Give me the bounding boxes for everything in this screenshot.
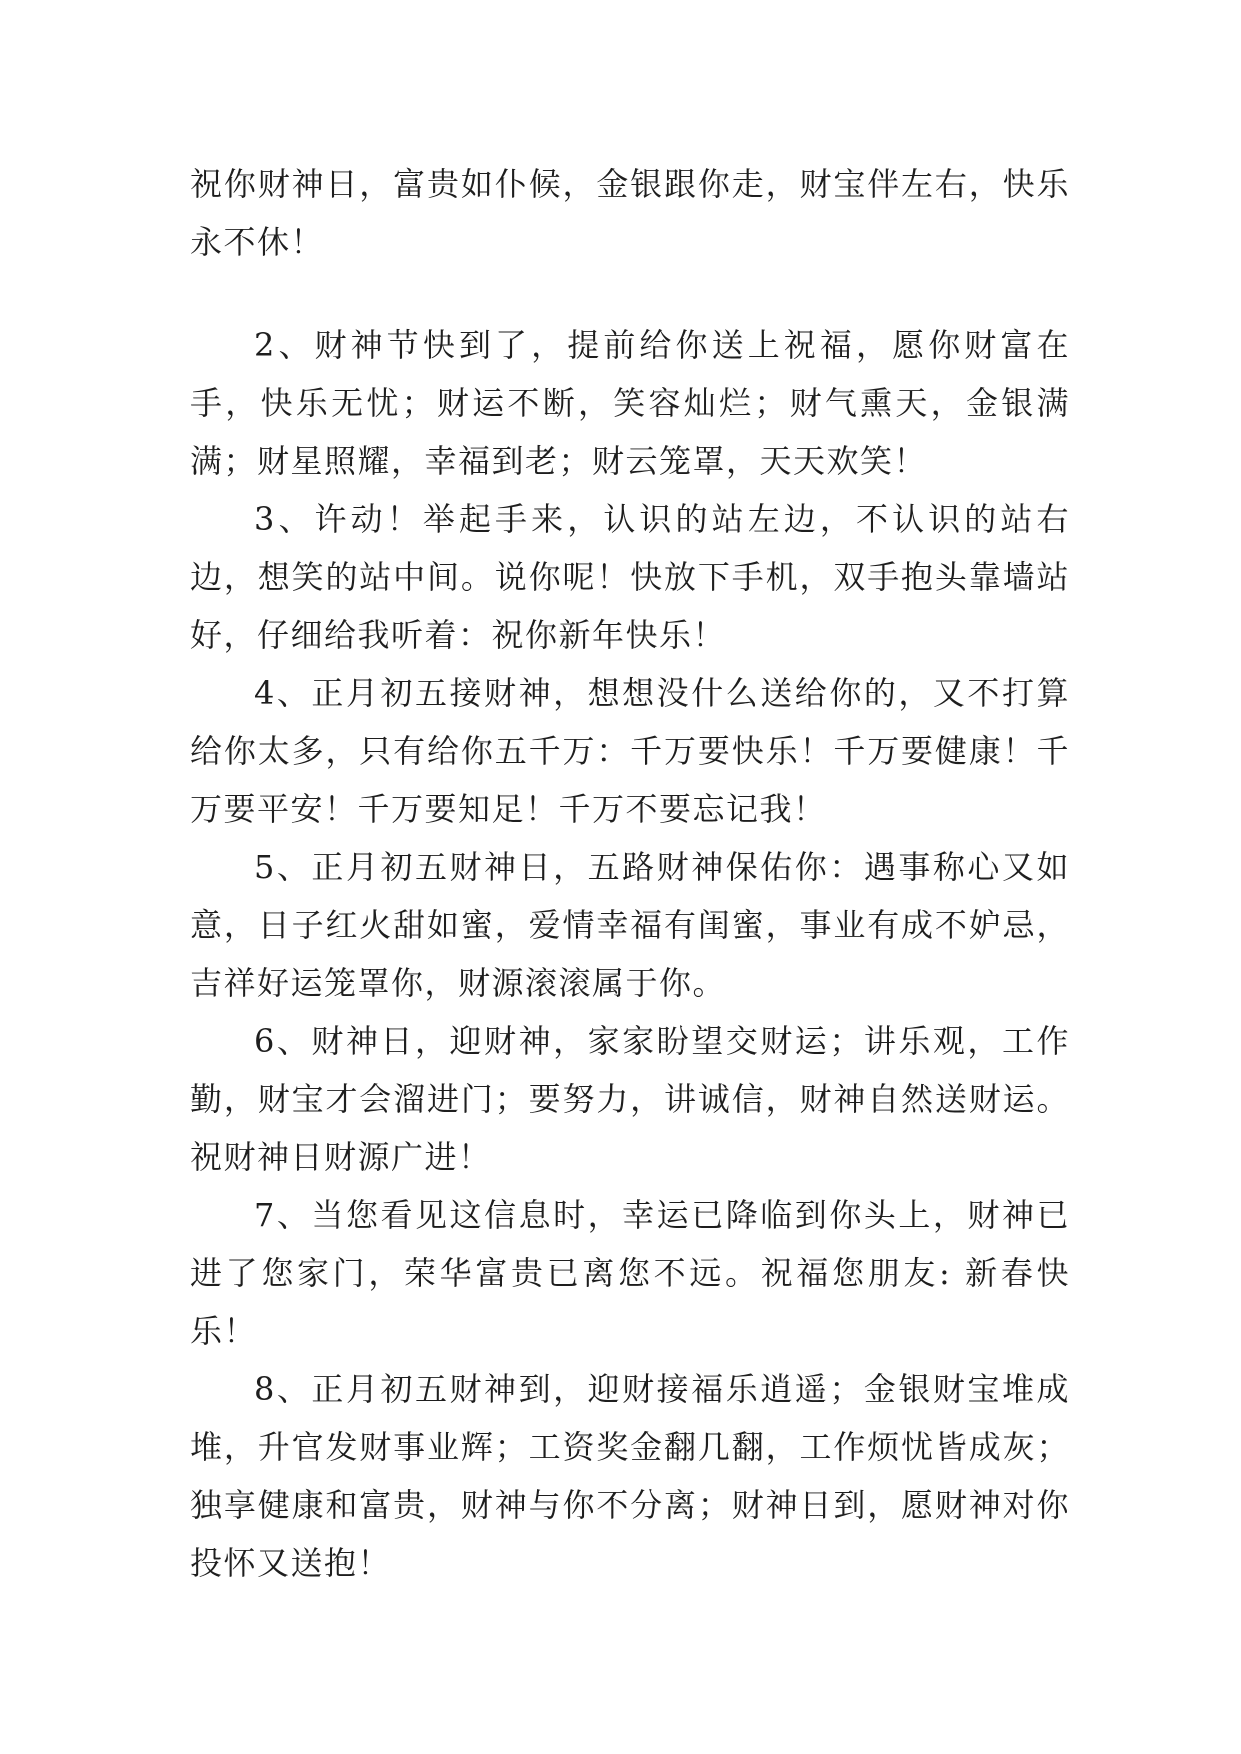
paragraph-item-3: 3、许动！举起手来，认识的站左边，不认识的站右边，想笑的站中间。说你呢！快放下手机，双手抱头靠墙站好，仔细给我听着：祝你新年快乐！ [190, 500, 1070, 654]
document-body [190, 155, 1070, 1592]
paragraph-item-5: 5、正月初五财神日，五路财神保佑你：遇事称心又如意，日子红火甜如蜜，爱情幸福有闺蜜，事业有成不妒忌，吉祥好运笼罩你，财源滚滚属于你。 [190, 848, 1070, 1002]
paragraph-item-7: 7、当您看见这信息时，幸运已降临到你头上，财神已进了您家门，荣华富贵已离您不远。祝福您朋友: 新春快乐！ [190, 1196, 1070, 1350]
paragraph-item-2: 2、财神节快到了，提前给你送上祝福，愿你财富在手，快乐无忧；财运不断，笑容灿烂；财气熏天，金银满满；财星照耀，幸福到老；财云笼罩，天天欢笑！ [190, 326, 1070, 480]
paragraph-item-8: 8、正月初五财神到，迎财接福乐逍遥；金银财宝堆成堆，升官发财事业辉；工资奖金翻几翻，工作烦忧皆成灰；独享健康和富贵，财神与你不分离；财神日到，愿财神对你投怀又送抱！ [190, 1370, 1070, 1582]
paragraph-item-4: 4、正月初五接财神，想想没什么送给你的，又不打算给你太多，只有给你五千万：千万要快乐！千万要健康！千万要平安！千万要知足！千万不要忘记我！ [190, 674, 1070, 828]
paragraph-continuation: 祝你财神日，富贵如仆候，金银跟你走，财宝伴左右，快乐永不休！ [190, 165, 1070, 261]
paragraph-item-6: 6、财神日，迎财神，家家盼望交财运；讲乐观，工作勤，财宝才会溜进门；要努力，讲诚信，财神自然送财运。祝财神日财源广进！ [190, 1022, 1070, 1176]
